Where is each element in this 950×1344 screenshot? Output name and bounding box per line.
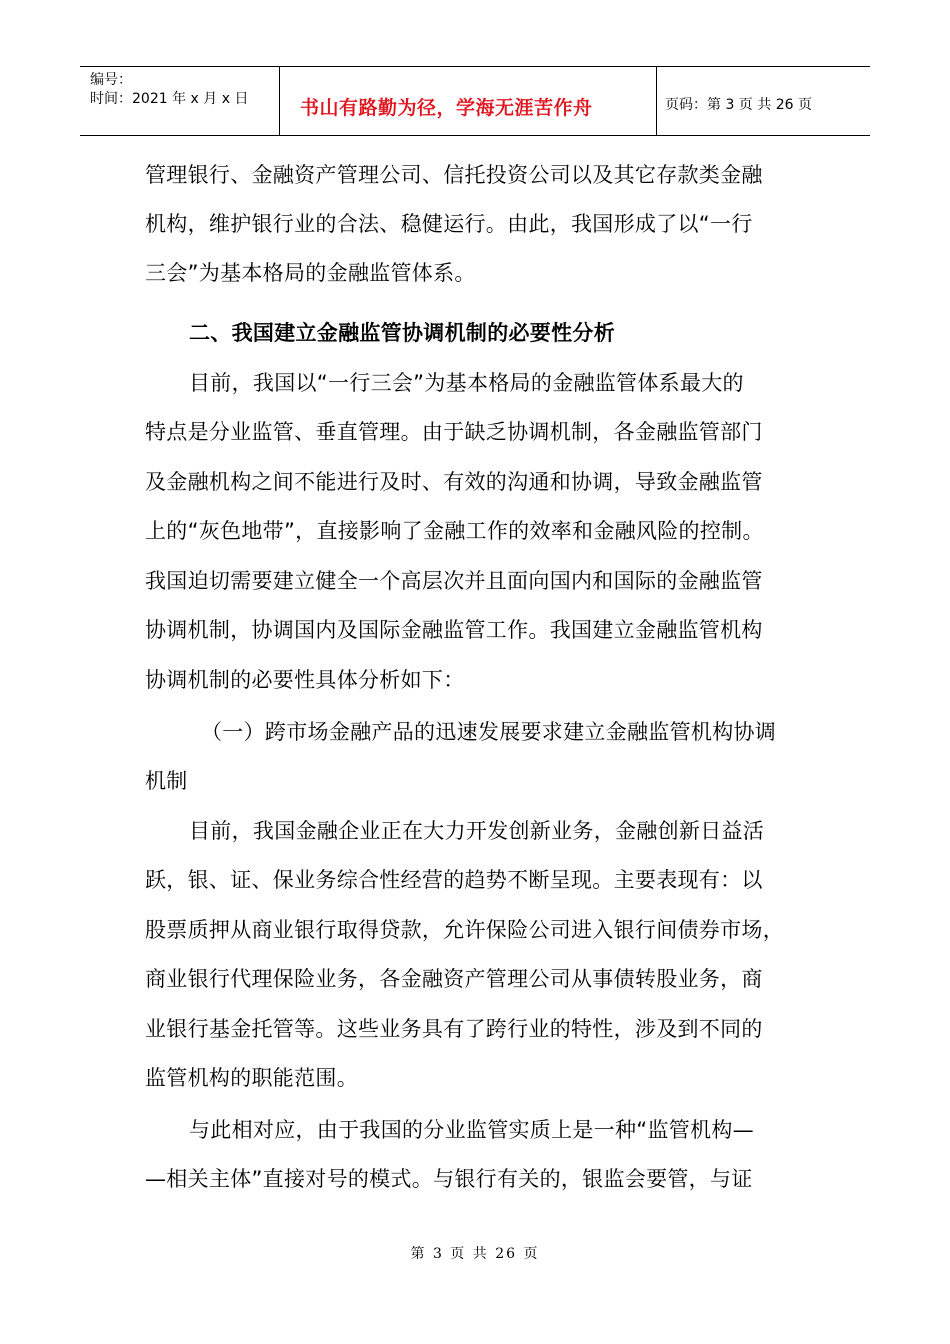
document-number-label: 编号： — [90, 72, 132, 88]
body-line: 机制 — [145, 769, 188, 793]
body-line: 监管机构的职能范围。 — [145, 1066, 358, 1090]
body-line: 上的“灰色地带”，直接影响了金融工作的效率和金融风险的控制。 — [145, 519, 764, 543]
body-line: 特点是分业监管、垂直管理。由于缺乏协调机制，各金融监管部门 — [145, 420, 763, 444]
section-heading: 二、我国建立金融监管协调机制的必要性分析 — [189, 321, 615, 345]
body-line: 商业银行代理保险业务，各金融资产管理公司从事债转股业务，商 — [145, 967, 763, 991]
body-line: 业银行基金托管等。这些业务具有了跨行业的特性，涉及到不同的 — [145, 1017, 763, 1041]
body-line: 及金融机构之间不能进行及时、有效的沟通和协调，导致金融监管 — [145, 470, 763, 494]
body-line: 三会”为基本格局的金融监管体系。 — [145, 261, 476, 285]
body-line: 机构，维护银行业的合法、稳健运行。由此，我国形成了以“一行 — [145, 212, 753, 236]
motto-text: 书山有路勤为径，学海无涯苦作舟 — [300, 97, 593, 119]
document-header — [80, 66, 870, 136]
body-line: 协调机制的必要性具体分析如下： — [145, 668, 465, 692]
body-line: —相关主体”直接对号的模式。与银行有关的，银监会要管，与证 — [145, 1167, 753, 1191]
subsection-heading: （一）跨市场金融产品的迅速发展要求建立金融监管机构协调 — [201, 720, 777, 744]
header-motto-cell — [280, 67, 657, 135]
body-line: 股票质押从商业银行取得贷款，允许保险公司进入银行间债券市场， — [145, 918, 784, 942]
page-code-label: 页码：第 3 页 共 26 页 — [665, 97, 812, 113]
body-line: 我国迫切需要建立健全一个高层次并且面向国内和国际的金融监管 — [145, 569, 763, 593]
body-line: 目前，我国金融企业正在大力开发创新业务，金融创新日益活 — [189, 819, 765, 843]
body-line: 与此相对应，由于我国的分业监管实质上是一种“监管机构— — [189, 1118, 754, 1142]
page-footer: 第 3 页 共 26 页 — [410, 1246, 540, 1262]
body-line: 目前，我国以“一行三会”为基本格局的金融监管体系最大的 — [189, 371, 744, 395]
body-line: 管理银行、金融资产管理公司、信托投资公司以及其它存款类金融 — [145, 163, 763, 187]
body-line: 协调机制，协调国内及国际金融监管工作。我国建立金融监管机构 — [145, 618, 763, 642]
body-line: 跃，银、证、保业务综合性经营的趋势不断呈现。主要表现有：以 — [145, 868, 763, 892]
document-time-label: 时间：2021 年 x 月 x 日 — [90, 91, 249, 107]
header-info-cell — [80, 67, 280, 135]
header-page-cell — [657, 67, 870, 135]
